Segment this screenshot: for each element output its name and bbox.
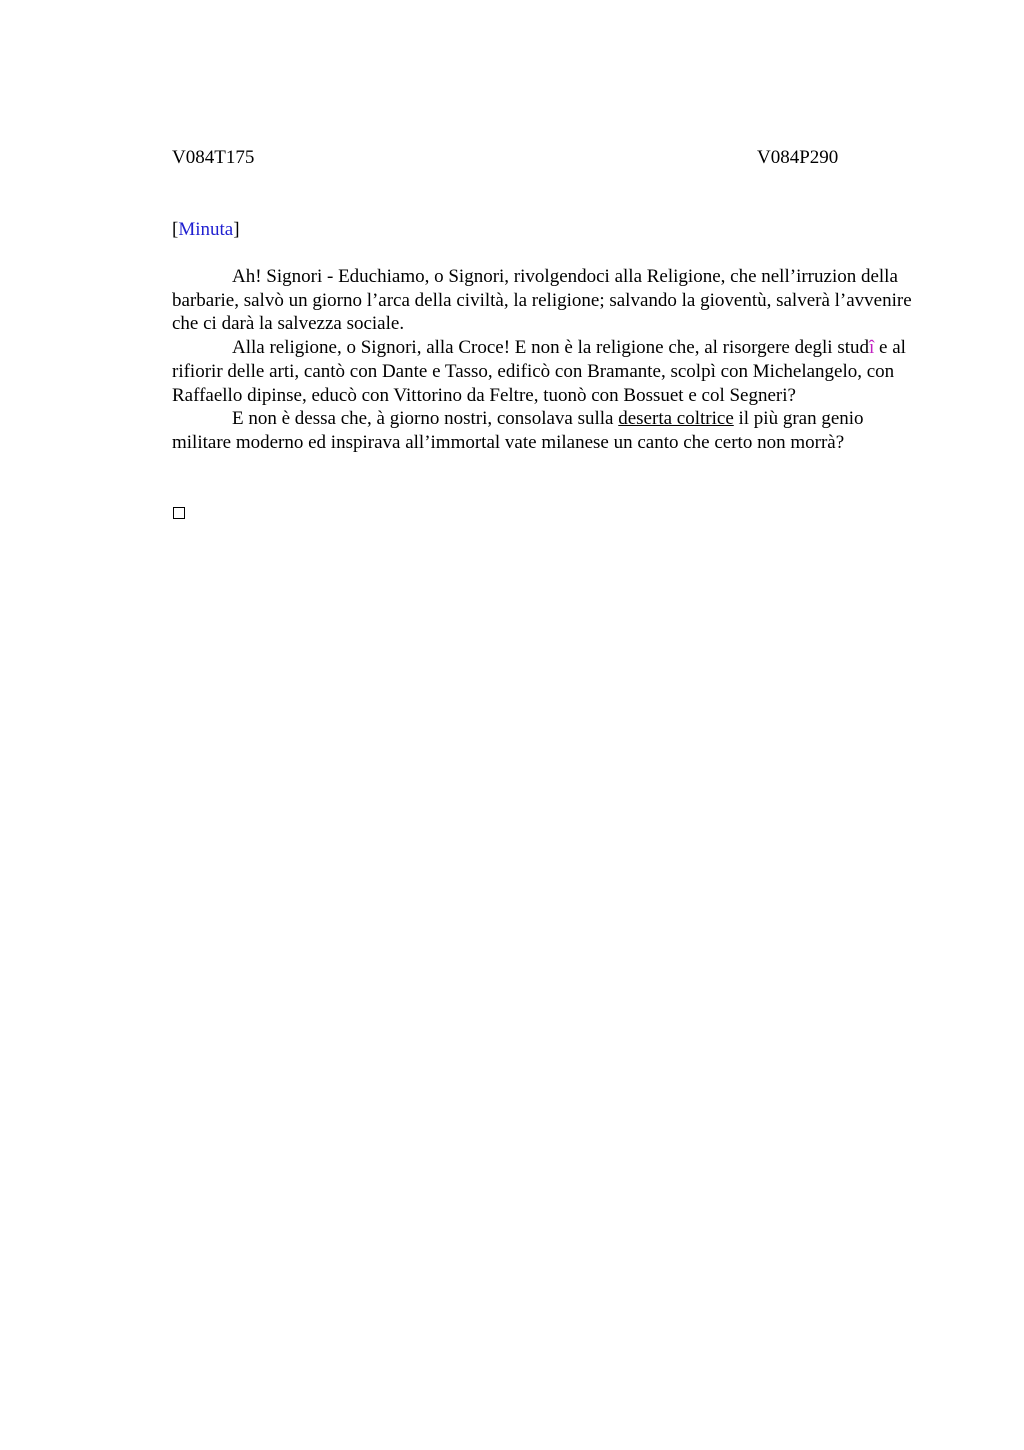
paragraph-2-start: Alla religione, o Signori, alla Croce! E non è la religione che, al risorgere degli stud [232,337,870,359]
document-code-left: V084T175 [172,147,255,168]
paragraph-3-end: il più gran genio militare moderno ed inspirava all’immortal vate milanese un canto che certo non morrà? [172,408,864,453]
paragraph-3 [172,407,924,454]
label-text: Minuta [178,219,234,240]
paragraph-2 [172,336,924,407]
label-open-bracket: [ [172,219,179,240]
square-outline-icon [173,507,185,519]
body-text [172,265,924,455]
paragraph-1: Ah! Signori - Educhiamo, o Signori, rivolgendoci alla Religione, che nell’irruzion della barbarie, salvò un giorno l’arca della civiltà, la religione; salvando la gioventù, salverà l’avvenire che ci darà la salvezza sociale. [172,266,912,335]
paragraph-3-start: E non è dessa che, à giorno nostri, consolava sulla [232,408,619,430]
underlined-phrase: deserta coltrice [618,408,734,430]
label-close-bracket: ] [233,219,240,240]
page-code-right: V084P290 [757,147,839,168]
accented-letter: î [869,337,875,359]
section-label [172,218,240,242]
paragraph-2-end: e al rifiorir delle arti, cantò con Dante e Tasso, edificò con Bramante, scolpì con Michelangelo, con Raffaello dipinse, educò con Vittorino da Feltre, tuonò con Bossuet e col Segneri? [172,337,906,406]
